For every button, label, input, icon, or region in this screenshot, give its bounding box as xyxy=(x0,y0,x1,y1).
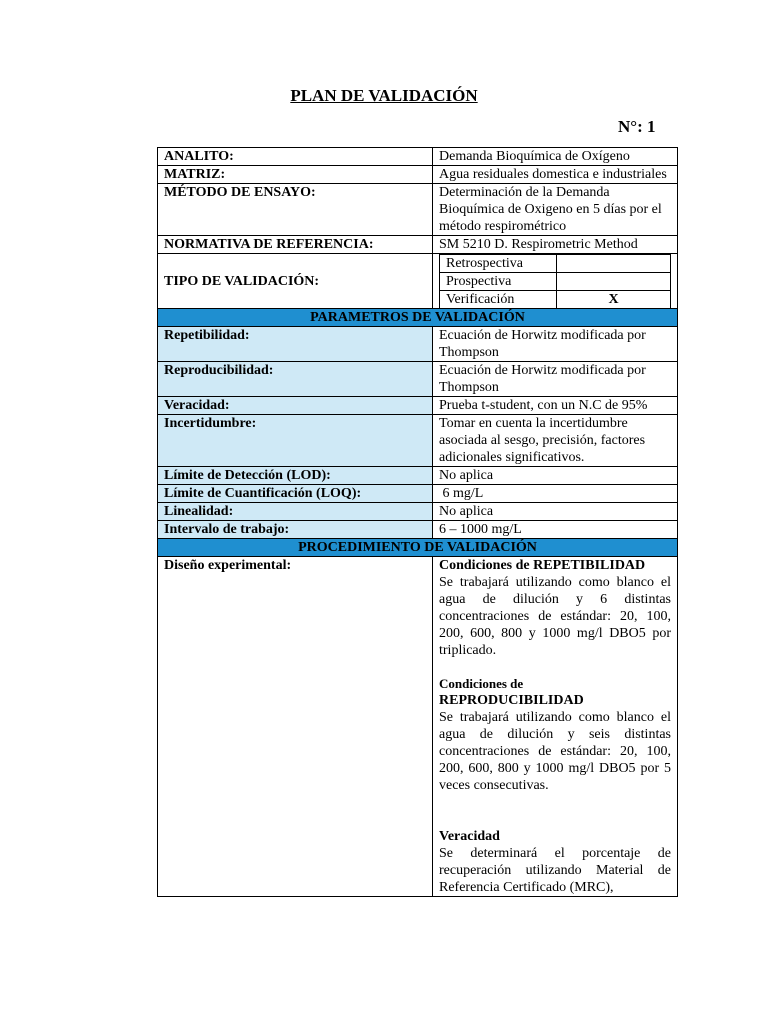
tipo-validacion-label: TIPO DE VALIDACIÓN: xyxy=(158,254,433,309)
param-label: Intervalo de trabajo: xyxy=(158,521,433,539)
row-tipo-validacion xyxy=(158,254,678,309)
param-label: Veracidad: xyxy=(158,397,433,415)
param-value: 6 – 1000 mg/L xyxy=(433,521,678,539)
param-row xyxy=(158,327,678,362)
param-value: Ecuación de Horwitz modificada por Thompson xyxy=(433,327,678,362)
param-value: Tomar en cuenta la incertidumbre asociada al sesgo, precisión, factores adicionales significativos. xyxy=(433,415,678,467)
document-title: PLAN DE VALIDACIÓN xyxy=(290,86,478,105)
normativa-value: SM 5210 D. Respirometric Method xyxy=(433,236,678,254)
tipo-option-name: Verificación xyxy=(440,291,557,309)
param-value: No aplica xyxy=(433,467,678,485)
matriz-value: Agua residuales domestica e industriales xyxy=(433,166,678,184)
tipo-option-name: Prospectiva xyxy=(440,273,557,291)
row-metodo xyxy=(158,184,678,236)
row-diseno-experimental xyxy=(158,557,678,897)
diseno-content xyxy=(433,557,678,897)
param-label: Reproducibilidad: xyxy=(158,362,433,397)
tipo-option-mark: X xyxy=(557,291,671,309)
param-value: No aplica xyxy=(433,503,678,521)
param-label: Límite de Cuantificación (LOQ): xyxy=(158,485,433,503)
param-row xyxy=(158,485,678,503)
row-analito xyxy=(158,148,678,166)
document-number: N°: 1 xyxy=(618,117,656,136)
param-row xyxy=(158,503,678,521)
analito-value: Demanda Bioquímica de Oxígeno xyxy=(433,148,678,166)
repetibilidad-title: Condiciones de REPETIBILIDAD xyxy=(439,558,646,573)
procedimiento-section-header xyxy=(158,539,678,557)
param-row xyxy=(158,397,678,415)
param-value: Prueba t-student, con un N.C de 95% xyxy=(433,397,678,415)
param-row xyxy=(158,362,678,397)
param-row xyxy=(158,521,678,539)
parametros-section-header xyxy=(158,309,678,327)
tipo-option-mark xyxy=(557,273,671,291)
tipo-option-row xyxy=(440,255,671,273)
normativa-label: NORMATIVA DE REFERENCIA: xyxy=(158,236,433,254)
reproducibilidad-text: Se trabajará utilizando como blanco el agua de dilución y seis distintas concentraciones de estándar: 20, 100, 200, 600, 800 y 1000 mg/l DBO5 por 5 veces consecutivas. xyxy=(439,710,671,793)
parametros-header: PARAMETROS DE VALIDACIÓN xyxy=(158,309,678,327)
param-label: Repetibilidad: xyxy=(158,327,433,362)
param-value: 6 mg/L xyxy=(433,485,678,503)
tipo-option-name: Retrospectiva xyxy=(440,255,557,273)
tipo-option-row xyxy=(440,273,671,291)
metodo-value: Determinación de la Demanda Bioquímica de Oxigeno en 5 días por el método respirométrico xyxy=(433,184,678,236)
tipo-option-mark xyxy=(557,255,671,273)
diseno-label: Diseño experimental: xyxy=(158,557,433,897)
param-label: Límite de Detección (LOD): xyxy=(158,467,433,485)
row-normativa xyxy=(158,236,678,254)
tipo-validacion-options xyxy=(439,254,671,308)
analito-label: ANALITO: xyxy=(158,148,433,166)
veracidad-title: Veracidad xyxy=(439,829,500,844)
repetibilidad-text: Se trabajará utilizando como blanco el agua de dilución y 6 distintas concentraciones de estándar: 20, 100, 200, 600, 800 y 1000 mg/l DBO5 por triplicado. xyxy=(439,575,671,658)
param-label: Incertidumbre: xyxy=(158,415,433,467)
param-row xyxy=(158,415,678,467)
param-value: Ecuación de Horwitz modificada por Thompson xyxy=(433,362,678,397)
matriz-label: MATRIZ: xyxy=(158,166,433,184)
tipo-option-row xyxy=(440,291,671,309)
metodo-label: MÉTODO DE ENSAYO: xyxy=(158,184,433,236)
procedimiento-header: PROCEDIMIENTO DE VALIDACIÓN xyxy=(158,539,678,557)
row-matriz xyxy=(158,166,678,184)
validation-plan-table xyxy=(157,147,678,897)
reproducibilidad-title-line2: REPRODUCIBILIDAD xyxy=(439,693,584,708)
param-row xyxy=(158,467,678,485)
param-label: Linealidad: xyxy=(158,503,433,521)
reproducibilidad-title-line1: Condiciones de xyxy=(439,676,524,691)
veracidad-text: Se determinará el porcentaje de recuperación utilizando Material de Referencia Certificado (MRC), xyxy=(439,846,671,895)
